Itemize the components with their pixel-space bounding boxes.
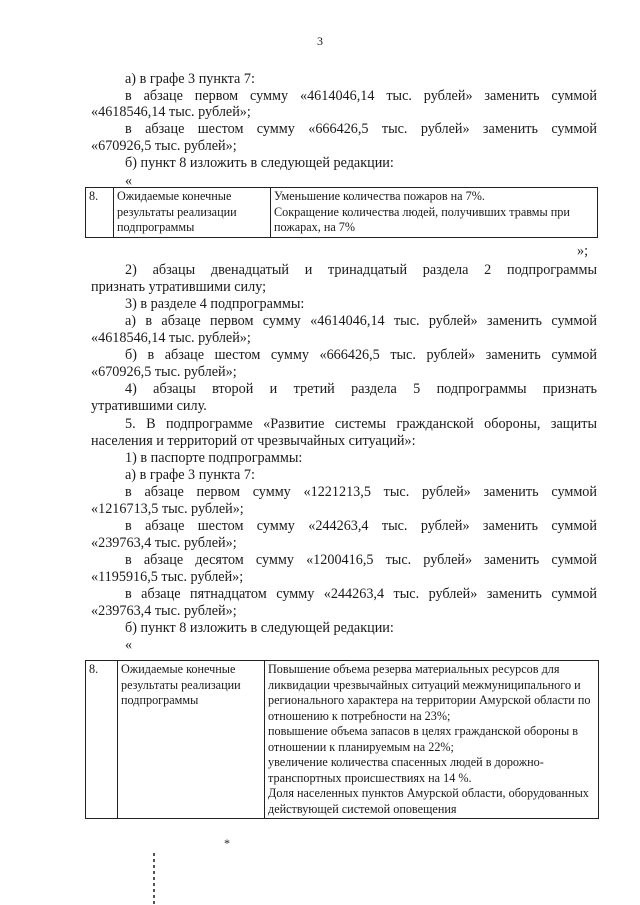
closing-quote: »;: [577, 243, 589, 259]
paragraph-line: в абзаце десятом сумму «1200416,5 тыс. рублей» заменить суммой: [125, 552, 597, 568]
paragraph-line: «670926,5 тыс. рублей»;: [91, 138, 237, 154]
paragraph-line: 2) абзацы двенадцатый и тринадцатый раздела 2 подпрограммы: [125, 262, 597, 278]
results-line: Повышение объема резерва материальных ресурсов для ликвидации чрезвычайных ситуаций межмуниципального и регионального характера на территории Амурской области по отношению к потребности на 23%;: [268, 662, 591, 723]
table-cell-number: 8.: [86, 188, 114, 238]
paragraph-line: б) пункт 8 изложить в следующей редакции:: [125, 155, 394, 171]
paragraph-line: в абзаце пятнадцатом сумму «244263,4 тыс. рублей» заменить суммой: [125, 586, 597, 602]
paragraph-line: в абзаце шестом сумму «244263,4 тыс. рублей» заменить суммой: [125, 518, 597, 534]
paragraph-line: признать утратившими силу;: [91, 279, 267, 295]
paragraph-line: населения и территорий от чрезвычайных ситуаций»:: [91, 433, 416, 449]
paragraph-line: утратившими силу.: [91, 398, 207, 414]
paragraph-line: «239763,4 тыс. рублей»;: [91, 535, 237, 551]
paragraph-line: б) пункт 8 изложить в следующей редакции:: [125, 620, 394, 636]
paragraph-line: 1) в паспорте подпрограммы:: [125, 450, 303, 466]
paragraph-line: 3) в разделе 4 подпрограммы:: [125, 296, 305, 312]
table-row: [86, 661, 599, 819]
table-cell-name: Ожидаемые конечные результаты реализации подпрограммы: [114, 188, 271, 238]
footer-mark: *: [224, 836, 230, 850]
table-row: [86, 188, 598, 238]
results-table-1: [85, 187, 598, 238]
paragraph-line: а) в графе 3 пункта 7:: [125, 71, 255, 87]
opening-quote: «: [125, 173, 133, 189]
results-line: Доля населенных пунктов Амурской области, оборудованных действующей системой оповещения: [268, 786, 589, 816]
results-table-2: [85, 660, 599, 819]
paragraph-line: «239763,4 тыс. рублей»;: [91, 603, 237, 619]
paragraph-line: «1216713,5 тыс. рублей»;: [91, 501, 244, 517]
results-line: повышение объема запасов в целях гражданской обороны в отношении к планируемым на 22%;: [268, 724, 579, 754]
table-cell-name: Ожидаемые конечные результаты реализации подпрограммы: [118, 661, 265, 819]
paragraph-line: в абзаце первом сумму «1221213,5 тыс. рублей» заменить суммой: [125, 484, 597, 500]
results-line: Уменьшение количества пожаров на 7%.: [274, 189, 485, 203]
paragraph-line: а) в абзаце первом сумму «4614046,14 тыс. рублей» заменить суммой: [125, 313, 597, 329]
paragraph-line: «1195916,5 тыс. рублей»;: [91, 569, 244, 585]
page-number: 3: [317, 34, 323, 48]
paragraph-line: «4618546,14 тыс. рублей»;: [91, 104, 251, 120]
results-line: Сокращение количества людей, получивших травмы при пожарах, на 7%: [274, 204, 570, 234]
paragraph-line: «4618546,14 тыс. рублей»;: [91, 330, 251, 346]
table-cell-results: [271, 188, 598, 238]
paragraph-line: а) в графе 3 пункта 7:: [125, 467, 255, 483]
paragraph-line: 5. В подпрограмме «Развитие системы гражданской обороны, защиты: [125, 416, 597, 432]
opening-quote: «: [125, 637, 133, 653]
table-cell-number: 8.: [86, 661, 118, 819]
table-cell-results: [265, 661, 599, 819]
scan-artifact-line: [153, 853, 155, 905]
paragraph-line: в абзаце первом сумму «4614046,14 тыс. рублей» заменить суммой: [125, 88, 597, 104]
paragraph-line: б) в абзаце шестом сумму «666426,5 тыс. рублей» заменить суммой: [125, 347, 597, 363]
paragraph-line: «670926,5 тыс. рублей»;: [91, 364, 237, 380]
results-line: увеличение количества спасенных людей в дорожно-транспортных происшествиях на 14 %.: [268, 755, 544, 785]
paragraph-line: 4) абзацы второй и третий раздела 5 подпрограммы признать: [125, 381, 597, 397]
paragraph-line: в абзаце шестом сумму «666426,5 тыс. рублей» заменить суммой: [125, 121, 597, 137]
